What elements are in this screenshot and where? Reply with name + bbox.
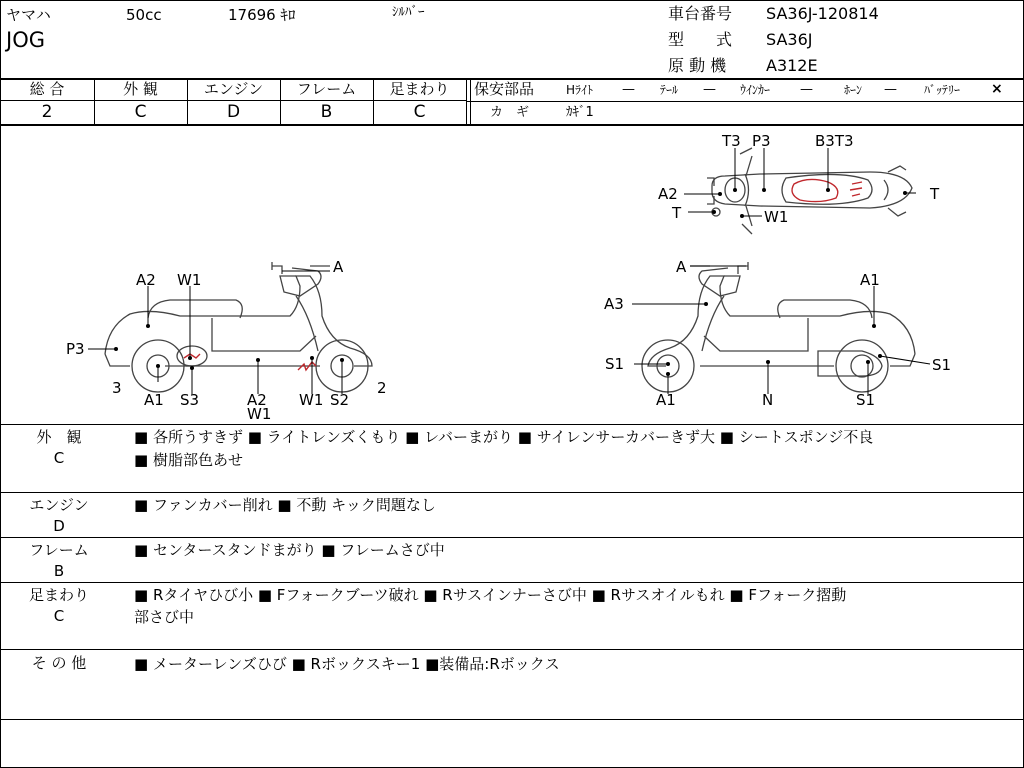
grade-header-overall: 総 合 xyxy=(29,80,65,98)
remark-label: そ の 他 xyxy=(31,654,87,672)
type-value: SA36J xyxy=(766,30,813,49)
color: ｼﾙﾊﾞｰ xyxy=(392,5,425,20)
safety-winker-value: — xyxy=(800,82,813,97)
label-left-a2-bottom: A2 xyxy=(247,391,267,409)
remark-line: 部さび中 xyxy=(134,608,195,626)
divider xyxy=(0,100,466,101)
grade-suspension: C xyxy=(413,102,426,122)
grade-header-frame: フレーム xyxy=(296,80,357,98)
divider xyxy=(466,101,1024,102)
damage-mark xyxy=(850,182,862,196)
label-left-2: 2 xyxy=(377,379,387,397)
remark-line: ■ センタースタンドまがり ■ フレームさび中 xyxy=(134,541,445,559)
label-top-p3: P3 xyxy=(752,132,771,150)
safety-headlight: Hﾗｲﾄ xyxy=(566,83,594,97)
key-value: ｶｷﾞ1 xyxy=(566,105,594,120)
label-left-p3: P3 xyxy=(66,340,85,358)
label-top-t3: T3 xyxy=(722,132,741,150)
remark-grade: C xyxy=(53,607,65,625)
label-left-3: 3 xyxy=(112,379,122,397)
label-left-a1: A1 xyxy=(144,391,164,409)
top-view-scooter xyxy=(707,148,912,234)
divider xyxy=(0,492,1024,493)
grade-header-exterior: 外 観 xyxy=(123,80,158,98)
remark-line: ■ 各所うすきず ■ ライトレンズくもり ■ レバーまがり ■ サイレンサーカバーきず大 ■ シートスポンジ不良 xyxy=(134,428,874,446)
remark-line: ■ Rタイヤひび小 ■ Fフォークブーツ破れ ■ Rサスインナーさび中 ■ Rサスオイルもれ ■ Fフォーク摺動 xyxy=(134,586,847,604)
type-label: 型 式 xyxy=(668,30,733,49)
safety-winker: ｳｲﾝｶｰ xyxy=(740,83,771,97)
grade-overall: 2 xyxy=(41,102,53,122)
divider xyxy=(0,719,1024,720)
damage-mark xyxy=(792,179,838,201)
grade-engine: D xyxy=(226,102,241,122)
label-right-s1-rear: S1 xyxy=(932,356,952,374)
label-top-a2: A2 xyxy=(658,185,678,203)
maker: ヤマハ xyxy=(6,6,51,24)
label-right-s1-front: S1 xyxy=(605,355,625,373)
safety-label: 保安部品 xyxy=(474,80,535,98)
displacement: 50cc xyxy=(126,6,162,24)
divider xyxy=(0,424,1024,425)
safety-tail-value: — xyxy=(703,82,716,97)
damage-mark xyxy=(184,354,200,358)
label-left-s2: S2 xyxy=(330,391,350,409)
remark-label: 足まわり xyxy=(28,586,89,604)
divider xyxy=(0,582,1024,583)
safety-battery: ﾊﾞｯﾃﾘｰ xyxy=(924,83,961,97)
remark-label: フレーム xyxy=(29,541,89,559)
key-label: カ ギ xyxy=(490,105,530,120)
divider xyxy=(466,79,467,125)
label-top-b3t3: B3T3 xyxy=(815,132,854,150)
remark-label: 外 観 xyxy=(36,428,82,446)
model-name: JOG xyxy=(6,28,45,52)
remark-line: ■ 樹脂部色あせ xyxy=(134,451,243,469)
safety-battery-value: × xyxy=(991,81,1003,97)
safety-headlight-value: — xyxy=(622,82,635,97)
label-left-w1-bottom: W1 xyxy=(247,405,272,423)
engine-label: 原 動 機 xyxy=(668,56,727,75)
remark-label: エンジン xyxy=(29,496,89,514)
label-right-a: A xyxy=(676,258,687,276)
label-left-a2: A2 xyxy=(136,271,156,289)
label-top-t-right: T xyxy=(930,185,940,203)
divider xyxy=(0,649,1024,650)
remark-line: ■ メーターレンズひび ■ Rボックスキー1 ■装備品:Rボックス xyxy=(134,655,560,673)
remark-line: ■ ファンカバー削れ ■ 不動 キック問題なし xyxy=(134,496,436,514)
label-right-a1-bottom: A1 xyxy=(656,391,676,409)
divider xyxy=(470,79,471,125)
remark-grade: D xyxy=(53,517,65,535)
frame-no-label: 車台番号 xyxy=(668,4,733,23)
engine-value: A312E xyxy=(766,56,818,75)
safety-tail: ﾃｰﾙ xyxy=(660,83,679,97)
grade-header-suspension: 足まわり xyxy=(389,80,450,98)
safety-horn-value: — xyxy=(884,82,897,97)
label-left-s3: S3 xyxy=(180,391,200,409)
remark-grade: C xyxy=(53,449,65,467)
grade-exterior: C xyxy=(134,102,147,122)
grade-frame: B xyxy=(320,102,333,122)
divider xyxy=(0,537,1024,538)
label-left-w1: W1 xyxy=(177,271,202,289)
label-top-t-left: T xyxy=(672,204,682,222)
frame-no: SA36J-120814 xyxy=(766,4,879,23)
safety-horn: ﾎｰﾝ xyxy=(844,83,863,97)
scooter-diagram xyxy=(0,126,1024,426)
label-top-w1: W1 xyxy=(764,208,789,226)
label-right-s1-bottom: S1 xyxy=(856,391,876,409)
remark-grade: B xyxy=(53,562,65,580)
label-right-n: N xyxy=(762,391,774,409)
label-left-a: A xyxy=(333,258,344,276)
label-right-a3: A3 xyxy=(604,295,624,313)
label-right-a1: A1 xyxy=(860,271,880,289)
mileage: 17696 ｷﾛ xyxy=(228,6,296,24)
label-left-w1-rear: W1 xyxy=(299,391,324,409)
grade-header-engine: エンジン xyxy=(203,80,264,98)
